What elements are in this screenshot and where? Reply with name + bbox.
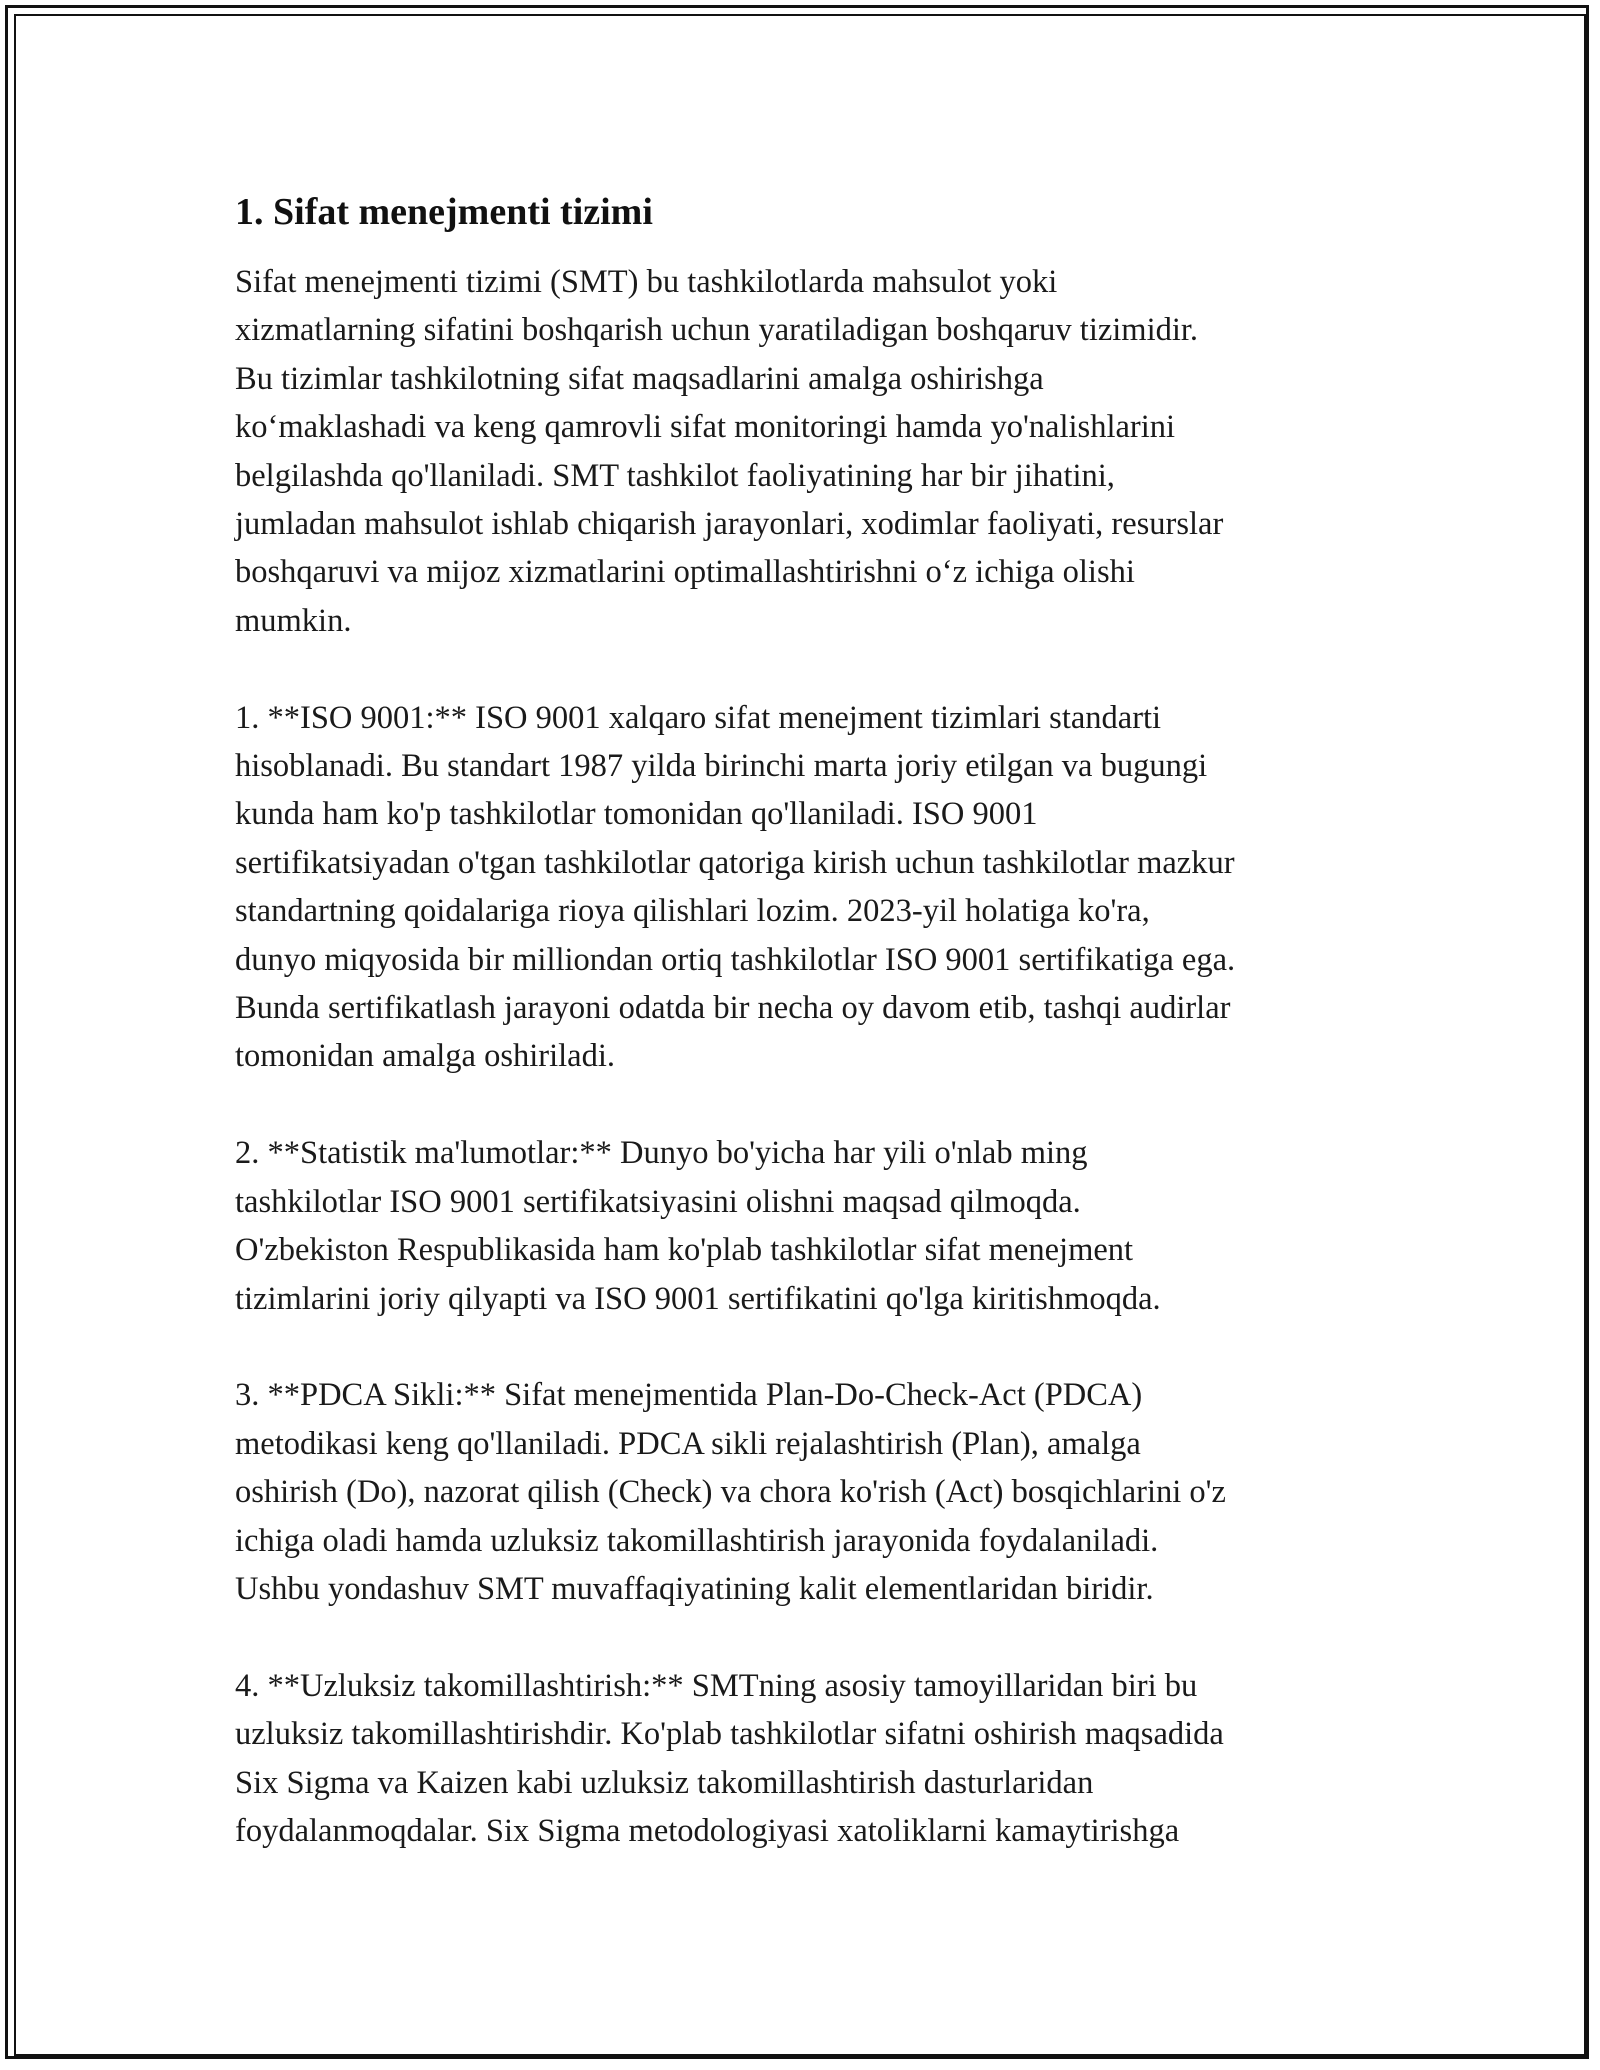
document-body <box>235 188 1375 1904</box>
iso-9001-paragraph: 1. **ISO 9001:** ISO 9001 xalqaro sifat menejment tizimlari standarti hisoblanadi. Bu standart 1987 yilda birinchi marta joriy etilgan va bugungi kunda ham ko'p tashkilotlar tomonidan qo'llaniladi. ISO 9001 sertifikatsiyadan o'tgan tashkilotlar qatoriga kirish uchun tashkilotlar mazkur standartning qoidalariga rioya qilishlari lozim. 2023-yil holatiga ko'ra, dunyo miqyosida bir milliondan ortiq tashkilotlar ISO 9001 sertifikatiga ega. Bunda sertifikatlash jarayoni odatda bir necha oy davom etib, tashqi audirlar tomonidan amalga oshiriladi. <box>235 699 1236 1075</box>
statistics-paragraph: 2. **Statistik ma'lumotlar:** Dunyo bo'yicha har yili o'nlab ming tashkilotlar ISO 9001 sertifikatsiyasini olishni maqsad qilmoqda. O'zbekiston Respublikasida ham ko'plab tashkilotlar sifat menejment tizimlarini joriy qilyapti va ISO 9001 sertifikatini qo'lga kiritishmoqda. <box>235 1135 1161 1317</box>
pdca-paragraph: 3. **PDCA Sikli:** Sifat menejmentida Plan-Do-Check-Act (PDCA) metodikasi keng qo'llaniladi. PDCA sikli rejalashtirish (Plan), amalga oshirish (Do), nazorat qilish (Check) va chora ko'rish (Act) bosqichlarini o'z ichiga oladi hamda uzluksiz takomillashtirish jarayonida foydalaniladi. Ushbu yondashuv SMT muvaffaqiyatining kalit elementlaridan biridir. <box>235 1377 1226 1607</box>
continuous-improvement-paragraph: 4. **Uzluksiz takomillashtirish:** SMTning asosiy tamoyillaridan biri bu uzluksiz takomillashtirishdir. Ko'plab tashkilotlar sifatni oshirish maqsadida Six Sigma va Kaizen kabi uzluksiz takomillashtirish dasturlaridan foydalanmoqdalar. Six Sigma metodologiyasi xatoliklarni kamaytirishga <box>235 1667 1224 1849</box>
intro-paragraph: Sifat menejmenti tizimi (SMT) bu tashkilotlarda mahsulot yoki xizmatlarning sifatini boshqarish uchun yaratiladigan boshqaruv tizimidir. Bu tizimlar tashkilotning sifat maqsadlarini amalga oshirishga ko‘maklashadi va keng qamrovli sifat monitoringi hamda yo'nalishlarini belgilashda qo'llaniladi. SMT tashkilot faoliyatining har bir jihatini, jumladan mahsulot ishlab chiqarish jarayonlari, xodimlar faoliyati, resurslar boshqaruvi va mijoz xizmatlarini optimallashtirishni o‘z ichiga olishi mumkin. <box>235 264 1224 639</box>
section-title: 1. Sifat menejmenti tizimi <box>235 191 653 233</box>
